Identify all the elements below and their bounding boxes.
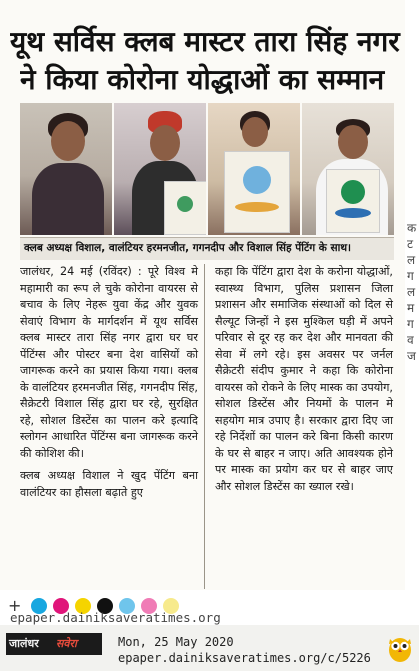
- article-paragraph: क्लब अध्यक्ष विशाल ने खुद पेंटिंग बना वालंटियर का हौसला बढ़ाते हुए: [20, 469, 198, 499]
- painting-sheet: [326, 169, 380, 233]
- article-paragraph: कहा कि पेंटिंग द्वारा देश के करोना योद्धाओं, स्वास्थ्य विभाग, पुलिस प्रशासन जिला प्रशासन और समाजिक संस्थाओं को दिल से सैल्यूट जिन्हों ने इस मुश्किल घड़ी में अपने परिवार से दूर रह कर देश और मानवता की सेवा में लगे रहे। इस अवसर पर जर्नल सैक्रेटरी संदीप कुमार ने कहा कि कोरोना वायरस को रोकने के लिए मास्क का उपयोग, सोशल डिस्टेंस और नियमों के पालन मे सहयोग मात्र उपाए है। सरकार द्वारा दिए जा रहे निर्देशों का पालन करे बिना किसी कारण के घर से बाहर न जाए। अति आवश्यक होने पर मास्क का प्रयोग कर घर से बाहर जाए और सोशल डिस्टेंस का ख्याल रखे।: [215, 265, 393, 493]
- publication-logo: [6, 633, 102, 655]
- photo-3: [208, 103, 300, 235]
- adjacent-column-edge: क ट ल ग ल म ग व ज: [407, 221, 417, 363]
- photo-4: [302, 103, 394, 235]
- headline-line-1: यूथ सर्विस क्लब मास्टर तारा सिंह नगर: [10, 25, 400, 58]
- plus-icon: +: [8, 596, 22, 615]
- painting-sheet: [164, 181, 206, 235]
- headline-line-2: ने किया कोरोना योद्धाओं का सम्मान: [20, 63, 385, 96]
- footer-bar: [0, 625, 419, 671]
- logo-text-brand: सवेरा: [56, 637, 77, 650]
- owl-icon: [385, 633, 415, 663]
- logo-text-city: जालंधर: [9, 637, 39, 650]
- article-column-1: [20, 264, 198, 501]
- column-divider: [204, 264, 205, 589]
- painting-sheet: [224, 151, 290, 233]
- photo-caption: क्लब अध्यक्ष विशाल, वालंटियर हरमनजीत, गगनदीप और विशाल सिंह पेंटिंग के साथ।: [24, 242, 352, 254]
- edition-date: Mon, 25 May 2020: [118, 635, 234, 649]
- article-column-2: [215, 264, 393, 495]
- epaper-domain[interactable]: epaper.dainiksaveratimes.org: [10, 610, 221, 625]
- photo-strip: [20, 103, 394, 235]
- photo-2: [114, 103, 206, 235]
- photo-1: [20, 103, 112, 235]
- article-paragraph: जालंधर, 24 मई (रविंदर) : पूरे विश्व मे महामारी का रूप ले चुके कोरोना वायरस से बचाव के लिए नेहरू युवा केंद्र और युवक सेवाएं विभाग के मार्गदर्शन में यूथ सर्विस क्लब मास्टर तारा सिंह नगर द्वारा घर घर पेंटिंग्स और पोस्टर बना देश वासियों को जागरूक करने का प्रयास किया गया। क्लब के वालंटियर हरमनजीत सिंह, गगनदीप सिंह, सैक्रेटरी विशाल सिंह द्वारा घर रहे, सुरक्षित रहे, सोशल डिस्टेंस का पालन करे इत्यादि स्लोगन आधारित पेंटिंग्स बना जागरूक करने की कोशिश की।: [20, 265, 198, 460]
- photo-caption-bar: [20, 237, 394, 260]
- article-url[interactable]: epaper.dainiksaveratimes.org/c/5226: [118, 651, 371, 665]
